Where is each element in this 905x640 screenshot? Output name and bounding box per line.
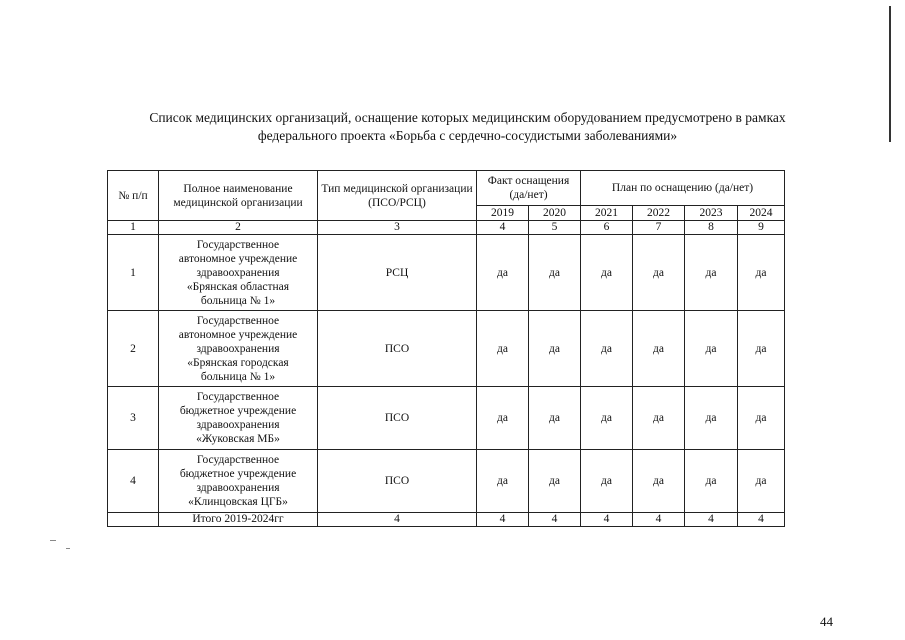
- organization-name-line: Государственное: [196, 391, 280, 403]
- row-number: 1: [108, 235, 159, 311]
- total-2021: 4: [581, 513, 633, 527]
- table-row: [108, 387, 785, 450]
- value-2022: да: [633, 387, 685, 450]
- organization-name-line: здравоохранения: [196, 342, 280, 355]
- header-type: Тип медицинской организации (ПСО/РСЦ): [318, 171, 477, 221]
- column-number: 2: [159, 221, 318, 235]
- organization-type: ПСО: [318, 311, 477, 387]
- organization-name-line: Государственное: [196, 238, 280, 251]
- value-2023: да: [685, 235, 738, 311]
- row-number: 3: [108, 387, 159, 450]
- value-2021: да: [581, 311, 633, 387]
- column-number: 6: [581, 221, 633, 235]
- value-2019: да: [477, 387, 529, 450]
- title-line-1: Список медицинских организаций, оснащение которых медицинским оборудованием предусмотрено в рамках: [149, 110, 786, 125]
- organization-name-line: бюджетное учреждение: [179, 405, 297, 417]
- organization-name-line: здравоохранения: [196, 266, 280, 279]
- organization-name-line: Государственное: [196, 314, 280, 327]
- total-type-count: 4: [318, 513, 477, 527]
- scan-speck: [66, 548, 70, 549]
- organization-name: [159, 387, 318, 450]
- value-2022: да: [633, 235, 685, 311]
- organization-type: РСЦ: [318, 235, 477, 311]
- column-number: 4: [477, 221, 529, 235]
- table-row: [108, 235, 785, 311]
- value-2022: да: [633, 450, 685, 513]
- organization-name-line: Государственное: [196, 454, 280, 466]
- column-number: 3: [318, 221, 477, 235]
- organization-name-line: здравоохранения: [196, 419, 280, 431]
- column-number: 8: [685, 221, 738, 235]
- value-2020: да: [529, 311, 581, 387]
- column-number-row: [108, 221, 785, 235]
- value-2024: да: [738, 450, 785, 513]
- organization-name-line: бюджетное учреждение: [179, 468, 297, 480]
- organization-name-line: «Клинцовская ЦГБ»: [188, 496, 288, 508]
- value-2024: да: [738, 387, 785, 450]
- total-2020: 4: [529, 513, 581, 527]
- value-2023: да: [685, 311, 738, 387]
- total-label: Итого 2019-2024гг: [159, 513, 318, 527]
- value-2020: да: [529, 450, 581, 513]
- organization-name: [159, 235, 318, 311]
- column-number: 7: [633, 221, 685, 235]
- scan-edge-line: [889, 6, 891, 142]
- total-2023: 4: [685, 513, 738, 527]
- organization-type: ПСО: [318, 450, 477, 513]
- column-number: 9: [738, 221, 785, 235]
- document-title: [60, 109, 875, 145]
- total-2022: 4: [633, 513, 685, 527]
- value-2021: да: [581, 387, 633, 450]
- row-number: 4: [108, 450, 159, 513]
- value-2019: да: [477, 450, 529, 513]
- total-row: [108, 513, 785, 527]
- organization-name-line: больница № 1»: [200, 370, 276, 383]
- organization-name-line: автономное учреждение: [178, 252, 298, 265]
- year-2019: 2019: [477, 206, 529, 221]
- value-2021: да: [581, 235, 633, 311]
- year-2023: 2023: [685, 206, 738, 221]
- header-row: [108, 171, 785, 206]
- value-2021: да: [581, 450, 633, 513]
- column-number: 1: [108, 221, 159, 235]
- header-fact: Факт оснащения (да/нет): [477, 171, 581, 206]
- value-2024: да: [738, 235, 785, 311]
- year-2024: 2024: [738, 206, 785, 221]
- organization-name-line: «Брянская областная: [186, 280, 290, 293]
- organization-name-line: автономное учреждение: [178, 328, 298, 341]
- title-line-2: федерального проекта «Борьба с сердечно-сосудистыми заболеваниями»: [257, 128, 678, 143]
- organization-name-line: здравоохранения: [196, 482, 280, 494]
- value-2020: да: [529, 387, 581, 450]
- header-num: № п/п: [108, 171, 159, 221]
- year-2021: 2021: [581, 206, 633, 221]
- value-2022: да: [633, 311, 685, 387]
- scan-speck: [50, 540, 56, 541]
- row-number: 2: [108, 311, 159, 387]
- table-row: [108, 311, 785, 387]
- header-plan: План по оснащению (да/нет): [581, 171, 785, 206]
- value-2020: да: [529, 235, 581, 311]
- total-2019: 4: [477, 513, 529, 527]
- organization-type: ПСО: [318, 387, 477, 450]
- organization-name-line: «Брянская городская: [187, 356, 289, 369]
- year-2022: 2022: [633, 206, 685, 221]
- value-2023: да: [685, 387, 738, 450]
- organization-name: [159, 450, 318, 513]
- value-2019: да: [477, 311, 529, 387]
- value-2019: да: [477, 235, 529, 311]
- organization-name: [159, 311, 318, 387]
- value-2024: да: [738, 311, 785, 387]
- organization-name-line: больница № 1»: [200, 294, 276, 307]
- table-row: [108, 450, 785, 513]
- total-2024: 4: [738, 513, 785, 527]
- header-name: Полное наименование медицинской организации: [159, 171, 318, 221]
- column-number: 5: [529, 221, 581, 235]
- total-num-cell: [108, 513, 159, 527]
- value-2023: да: [685, 450, 738, 513]
- organization-name-line: «Жуковская МБ»: [196, 433, 280, 445]
- page-number: 44: [820, 614, 833, 629]
- year-2020: 2020: [529, 206, 581, 221]
- equipment-table: [107, 170, 785, 527]
